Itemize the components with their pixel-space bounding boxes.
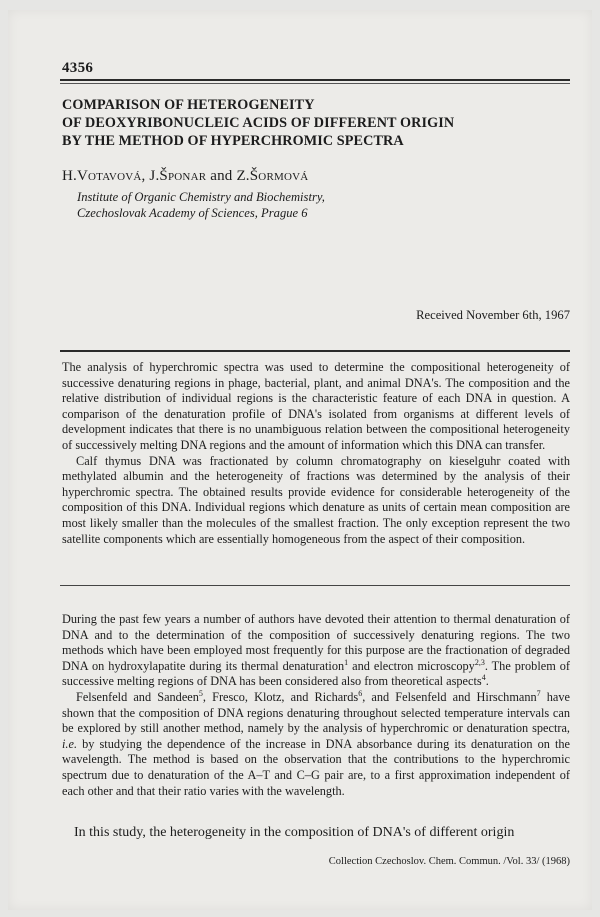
received-date: Received November 6th, 1967 <box>416 308 570 322</box>
abstract <box>62 360 570 547</box>
author-3-initial: Z. <box>236 168 250 184</box>
citation-ref: 2,3 <box>474 657 485 667</box>
body-text-run: , and Felsenfeld and Hirschmann <box>362 689 537 704</box>
page-number: 4356 <box>62 60 94 76</box>
body-text-run: . The problem of successive melting regions of DNA has been considered also from theoretical aspects <box>62 658 570 689</box>
affiliation: Institute of Organic Chemistry and Biochemistry, Czechoslovak Academy of Sciences, Prague 6 <box>77 190 325 220</box>
author-list <box>62 168 308 185</box>
body-paragraph-2 <box>62 690 570 799</box>
body-text-run: , Fresco, Klotz, and Richards <box>202 689 359 704</box>
body-text-run: . <box>485 674 489 689</box>
citation-ref: 1 <box>344 657 349 667</box>
citation-ref: 4 <box>481 673 486 683</box>
author-separator: , <box>141 168 150 184</box>
citation-ref: 5 <box>198 688 203 698</box>
abstract-paragraph-2: Calf thymus DNA was fractionated by column chromatography on kieselguhr coated with methylated albumin and the heterogeneity of fractions was determined by the analysis of their hyperchromic spectra. The obtained results provide evidence for considerable heterogeneity of the composition of this DNA. Individual regions which denature as units of certain mean composition are most likely smaller than the molecules of the smallest fraction. The only exception represent the two satellite components which are essentially homogeneous from the aspect of their composition. <box>62 453 570 546</box>
author-separator: and <box>206 168 237 184</box>
citation-ref: 7 <box>536 688 541 698</box>
intro-lead-sentence: In this study, the heterogeneity in the composition of DNA's of different origin <box>74 825 515 840</box>
citation-ref: 6 <box>358 688 363 698</box>
abstract-bottom-rule <box>60 585 570 586</box>
body-text-run: by studying the dependence of the increase in DNA absorbance during its denaturation on the wavelength. The method is based on the observation that the contributions to the hyperchromic spectrum due to denaturation of the A–T and C–G pair are, to a first approximation independent of each other and that their ratio varies with the wavelength. <box>62 736 570 798</box>
author-1-initial: H. <box>62 168 77 184</box>
journal-footer: Collection Czechoslov. Chem. Commun. /Vol. 33/ (1968) <box>328 856 570 867</box>
article-title: COMPARISON OF HETEROGENEITY OF DEOXYRIBONUCLEIC ACIDS OF DIFFERENT ORIGIN BY THE METHOD OF HYPERCHROMIC SPECTRA <box>62 97 455 149</box>
author-1-name: Votavová <box>76 168 142 184</box>
body-text-run: and electron microscopy <box>348 658 475 673</box>
author-2-name: Šponar <box>159 168 207 184</box>
author-2-initial: J. <box>149 168 160 184</box>
header-rule <box>60 79 570 81</box>
body-text-run: have shown that the composition of DNA regions denaturing throughout selected temperature intervals can be explored by still another method, namely by the analysis of hyperchromic or denaturation spectra, <box>62 689 570 736</box>
abstract-top-rule <box>60 350 570 352</box>
body-text-run: During the past few years a number of authors have devoted their attention to thermal denaturation of DNA and to the determination of the composition of successively denaturing regions. The two methods which have been employed most frequently for this purpose are the fractionation of degraded DNA on hydroxylapatite during its thermal denaturation <box>62 612 570 673</box>
body-text-run: Felsenfeld and Sandeen <box>76 689 199 704</box>
header-rule-thin <box>60 83 570 84</box>
body-text <box>62 612 570 799</box>
author-3-name: Šormová <box>249 168 309 184</box>
body-paragraph-1 <box>62 612 570 690</box>
body-text-italic: i.e. <box>62 736 78 751</box>
abstract-paragraph-1: The analysis of hyperchromic spectra was used to determine the compositional heterogeneity of successive denaturing regions in phage, bacterial, plant, and animal DNA's. The composition and the relative distribution of individual regions is the characteristic feature of each DNA in question. A comparison of the denaturation profile of DNA's isolated from organisms at different levels of development indicates that there is no unambiguous relation between the compositional heterogeneity of successively melting DNA regions and the amount of information which this DNA can transfer. <box>62 360 570 452</box>
